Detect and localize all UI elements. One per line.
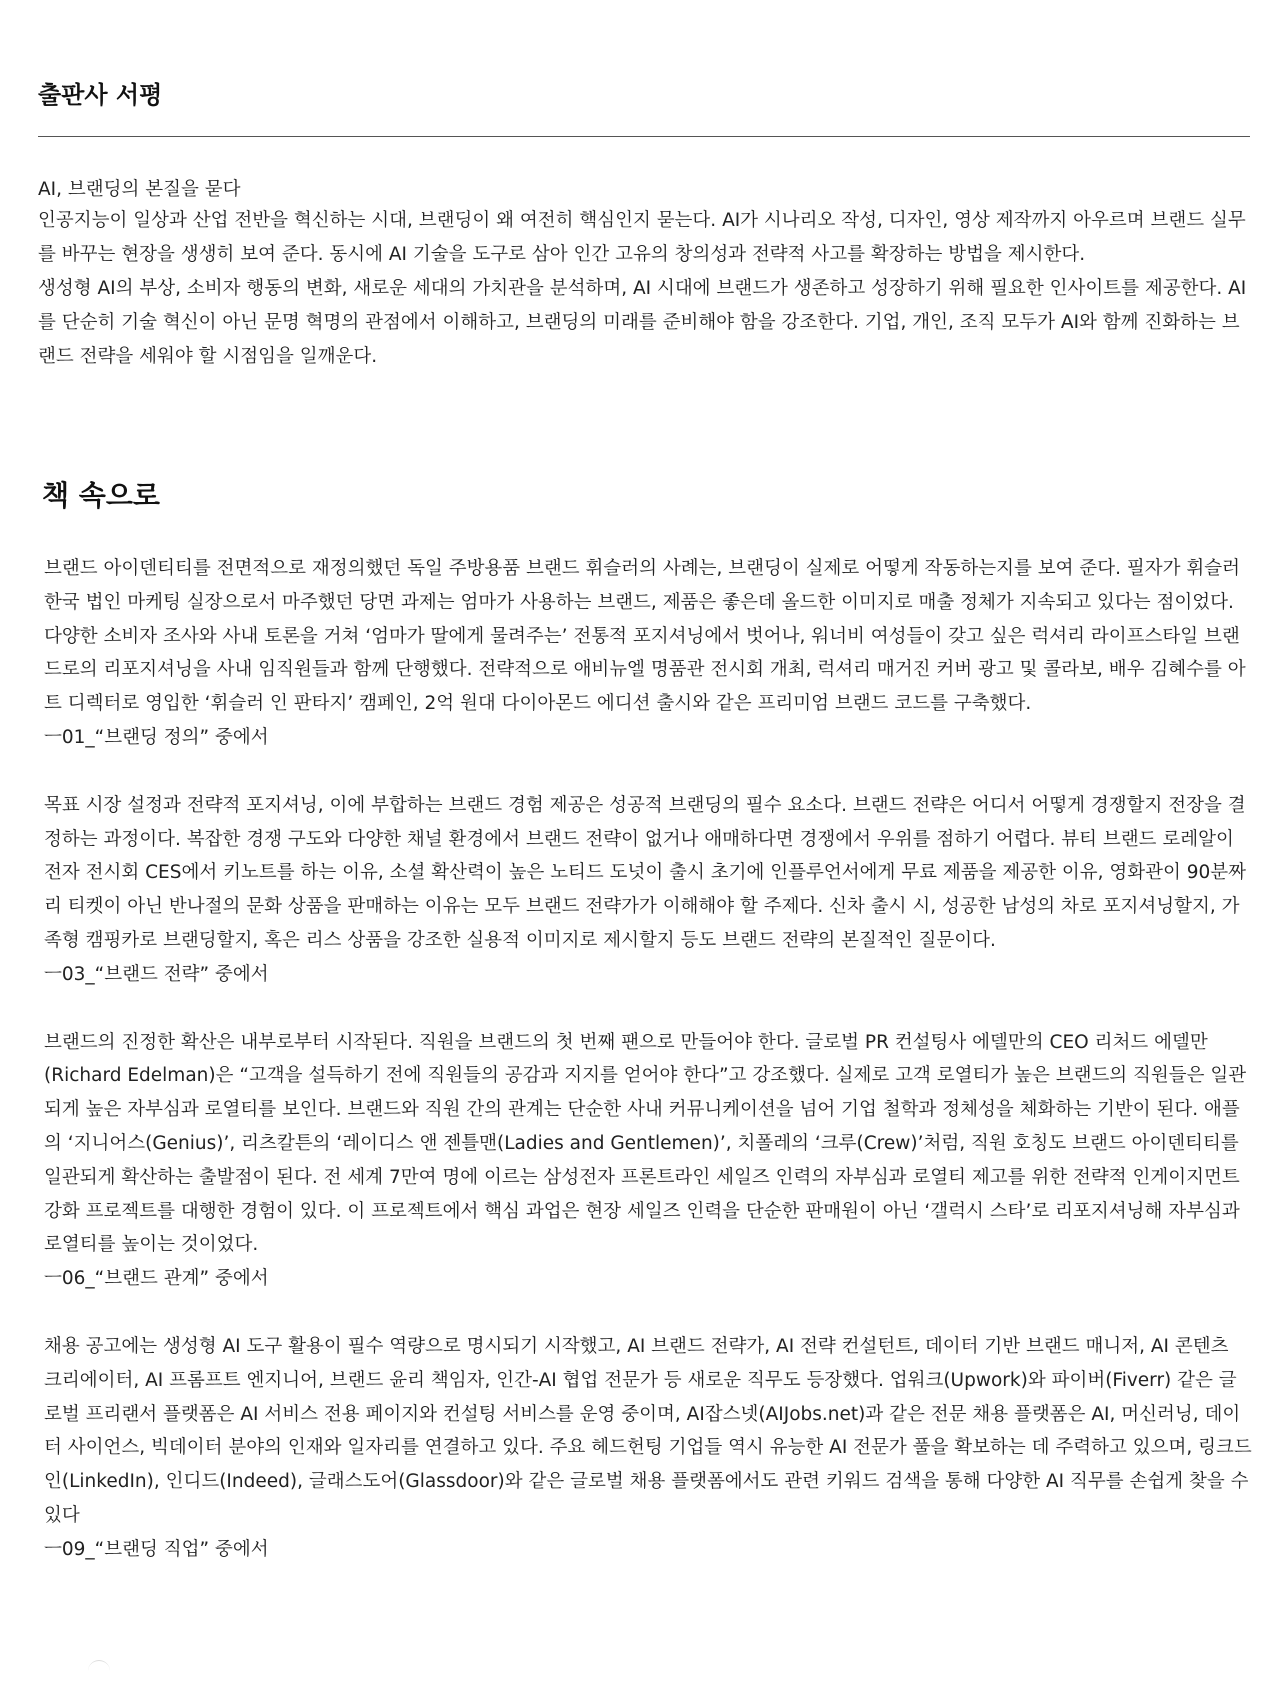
inside-book-title: 책 속으로 [42, 479, 160, 512]
excerpt-text: 브랜드의 진정한 확산은 내부로부터 시작된다. 직원을 브랜드의 첫 번째 팬으로 만들어야 한다. 글로벌 PR 컨설팅사 에델만의 CEO 리처드 에델만(Richard Edelman)은 “고객을 설득하기 전에 직원들의 공감과 지지를 얻어야 한다”고 강조했다. 실제로 고객 로열티가 높은 브랜드의 직원들은 일관되게 높은 자부심과 로열티를 보인다. 브랜드와 직원 간의 관계는 단순한 사내 커뮤니케이션을 넘어 기업 철학과 정체성을 체화하는 기반이 된다. 애플의 ‘지니어스(Genius)’, 리츠칼튼의 ‘레이디스 앤 젠틀맨(Ladies and Gentlemen)’, 치폴레의 ‘크루(Crew)’처럼, 직원 호칭도 브랜드 아이덴티티를 일관되게 확산하는 출발점이 된다. 전 세계 7만여 명에 이르는 삼성전자 프론트라인 세일즈 인력의 자부심과 로열티 제고를 위한 전략적 인게이지먼트 강화 프로젝트를 대행한 경험이 있다. 이 프로젝트에서 핵심 과업은 현장 세일즈 인력을 단순한 판매원이 아닌 ‘갤럭시 스타’로 리포지셔닝해 자부심과 로열티를 높이는 것이었다. [44, 1031, 1247, 1256]
excerpt-text: 브랜드 아이덴티티를 전면적으로 재정의했던 독일 주방용품 브랜드 휘슬러의 사례는, 브랜딩이 실제로 어떻게 작동하는지를 보여 준다. 필자가 휘슬러 한국 법인 마케팅 실장으로서 마주했던 당면 과제는 엄마가 사용하는 브랜드, 제품은 좋은데 올드한 이미지로 매출 정체가 지속되고 있다는 점이었다. 다양한 소비자 조사와 사내 토론을 거쳐 ‘엄마가 딸에게 물려주는’ 전통적 포지셔닝에서 벗어나, 워너비 여성들이 갖고 싶은 럭셔리 라이프스타일 브랜드로의 리포지셔닝을 사내 임직원들과 함께 단행했다. 전략적으로 애비뉴엘 명품관 전시회 개최, 럭셔리 매거진 커버 광고 및 콜라보, 배우 김혜수를 아트 디렉터로 영입한 ‘휘슬러 인 판타지’ 캠페인, 2억 원대 다이아몬드 에디션 출시와 같은 프리미엄 브랜드 코드를 구축했다. [44, 558, 1246, 715]
excerpt-item [44, 1026, 1252, 1296]
excerpt-source: ㅡ01_“브랜딩 정의” 중에서 [44, 726, 269, 748]
excerpt-item [44, 552, 1252, 755]
excerpt-item [44, 1330, 1252, 1567]
excerpt-item [44, 789, 1252, 992]
excerpt-text: 목표 시장 설정과 전략적 포지셔닝, 이에 부합하는 브랜드 경험 제공은 성공적 브랜딩의 필수 요소다. 브랜드 전략은 어디서 어떻게 경쟁할지 전장을 결정하는 과정이다. 복잡한 경쟁 구도와 다양한 채널 환경에서 브랜드 전략이 없거나 애매하다면 경쟁에서 우위를 점하기 어렵다. 뷰티 브랜드 로레알이 전자 전시회 CES에서 키노트를 하는 이유, 소셜 확산력이 높은 노티드 도넛이 출시 초기에 인플루언서에게 무료 제품을 제공한 이유, 영화관이 90분짜리 티켓이 아닌 반나절의 문화 상품을 판매하는 이유는 모두 브랜드 전략가가 이해해야 할 주제다. 신차 출시 시, 성공한 남성의 차로 포지셔닝할지, 가족형 캠핑카로 브랜딩할지, 혹은 리스 상품을 강조한 실용적 이미지로 제시할지 등도 브랜드 전략의 본질적인 질문이다. [44, 794, 1247, 951]
excerpt-source: ㅡ09_“브랜딩 직업” 중에서 [44, 1538, 269, 1560]
scroll-indicator-icon [88, 1660, 110, 1671]
excerpt-source: ㅡ06_“브랜드 관계” 중에서 [44, 1268, 269, 1290]
review-subtitle: AI, 브랜딩의 본질을 묻다 [38, 179, 241, 200]
excerpt-source: ㅡ03_“브랜드 전략” 중에서 [44, 963, 269, 985]
section-divider [38, 136, 1250, 137]
publisher-review-header [38, 78, 1250, 112]
excerpt-list [44, 552, 1252, 1601]
review-paragraph: 인공지능이 일상과 산업 전반을 혁신하는 시대, 브랜딩이 왜 여전히 핵심인지 묻는다. AI가 시나리오 작성, 디자인, 영상 제작까지 아우르며 브랜드 실무를 바꾸는 현장을 생생히 보여 준다. 동시에 AI 기술을 도구로 삼아 인간 고유의 창의성과 전략적 사고를 확장하는 방법을 제시한다. [38, 210, 1246, 265]
publisher-review-body [38, 176, 1250, 374]
excerpt-text: 채용 공고에는 생성형 AI 도구 활용이 필수 역량으로 명시되기 시작했고, AI 브랜드 전략가, AI 전략 컨설턴트, 데이터 기반 브랜드 매니저, AI 콘텐츠 크리에이터, AI 프롬프트 엔지니어, 브랜드 윤리 책임자, 인간-AI 협업 전문가 등 새로운 직무도 등장했다. 업워크(Upwork)와 파이버(Fiverr) 같은 글로벌 프리랜서 플랫폼은 AI 서비스 전용 페이지와 컨설팅 서비스를 운영 중이며, AI잡스넷(AIJobs.net)과 같은 전문 채용 플랫폼은 AI, 머신러닝, 데이터 사이언스, 빅데이터 분야의 인재와 일자리를 연결하고 있다. 주요 헤드헌팅 기업들 역시 유능한 AI 전문가 풀을 확보하는 데 주력하고 있으며, 링크드인(LinkedIn), 인디드(Indeed), 글래스도어(Glassdoor)와 같은 글로벌 채용 플랫폼에서도 관련 키워드 검색을 통해 다양한 AI 직무를 손쉽게 찾을 수 있다 [44, 1335, 1252, 1526]
review-paragraph: 생성형 AI의 부상, 소비자 행동의 변화, 새로운 세대의 가치관을 분석하며, AI 시대에 브랜드가 생존하고 성장하기 위해 필요한 인사이트를 제공한다. AI를 단순히 기술 혁신이 아닌 문명 혁명의 관점에서 이해하고, 브랜딩의 미래를 준비해야 함을 강조한다. 기업, 개인, 조직 모두가 AI와 함께 진화하는 브랜드 전략을 세워야 할 시점임을 일깨운다. [38, 278, 1247, 367]
publisher-review-title: 출판사 서평 [38, 81, 163, 109]
